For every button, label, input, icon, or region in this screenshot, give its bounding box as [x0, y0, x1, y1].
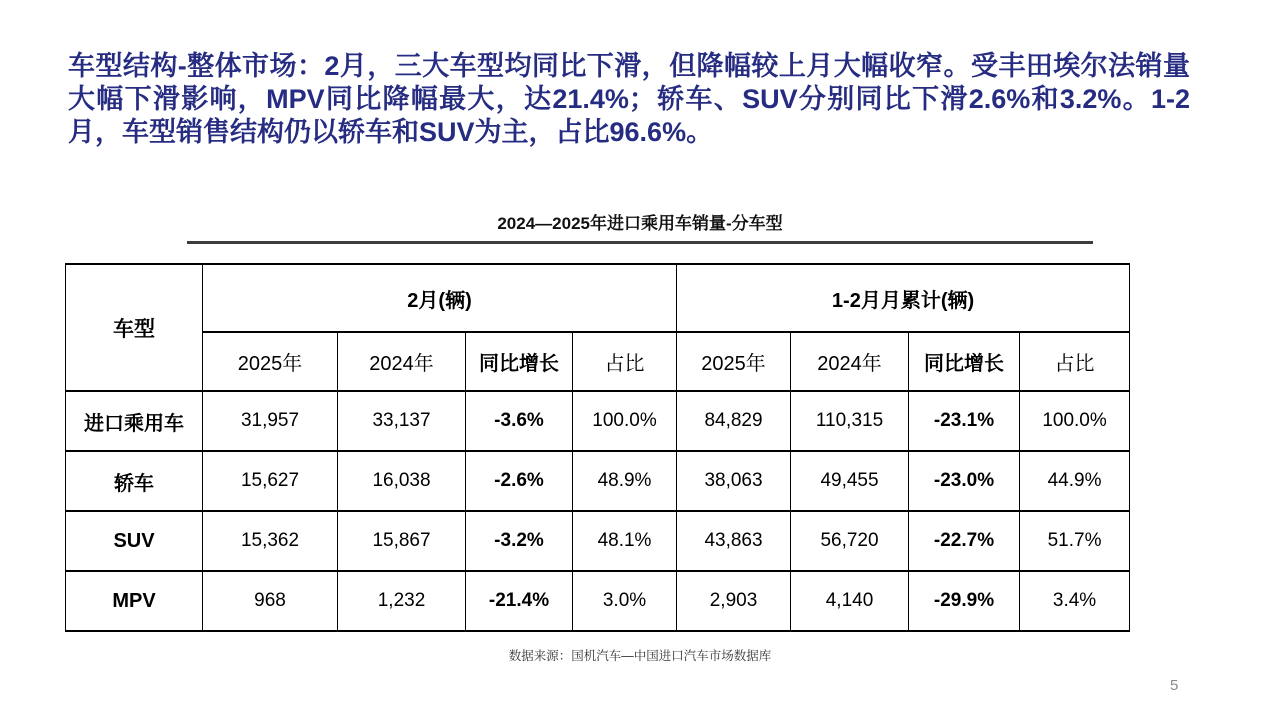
- table-row-suv: [66, 511, 1130, 571]
- header-feb-2025: 2025年: [203, 332, 338, 391]
- cell-feb-2025: 31,957: [203, 391, 338, 451]
- cell-feb-2025: 15,627: [203, 451, 338, 511]
- cell-ytd-yoy: -29.9%: [909, 571, 1020, 631]
- table-header-row-subcolumns: [66, 332, 1130, 391]
- data-source-note: 数据来源：国机汽车—中国进口汽车市场数据库: [508, 649, 772, 663]
- cell-ytd-2025: 2,903: [677, 571, 791, 631]
- cell-ytd-2024: 56,720: [791, 511, 909, 571]
- title-underline-rule: [187, 241, 1093, 244]
- cell-ytd-2025: 84,829: [677, 391, 791, 451]
- cell-feb-2025: 968: [203, 571, 338, 631]
- header-feb-2024: 2024年: [338, 332, 466, 391]
- header-ytd-share: 占比: [1020, 332, 1130, 391]
- table-row-mpv: [66, 571, 1130, 631]
- row-label: 进口乘用车: [66, 391, 203, 451]
- cell-feb-share: 100.0%: [573, 391, 677, 451]
- header-ytd-2025: 2025年: [677, 332, 791, 391]
- headline-text: 车型结构-整体市场：2月，三大车型均同比下滑，但降幅较上月大幅收窄。受丰田埃尔法销量大幅下滑影响，MPV同比降幅最大，达21.4%；轿车、SUV分别同比下滑2.6%和3.2%。1-2月，车型销售结构仍以轿车和SUV为主，占比96.6%。: [68, 51, 1190, 147]
- table-header-row-groups: [66, 264, 1130, 332]
- row-label: MPV: [66, 571, 203, 631]
- header-ytd-yoy: 同比增长: [909, 332, 1020, 391]
- table-title: 2024—2025年进口乘用车销量-分车型: [497, 214, 783, 233]
- cell-ytd-2024: 4,140: [791, 571, 909, 631]
- row-label: 轿车: [66, 451, 203, 511]
- cell-ytd-2025: 43,863: [677, 511, 791, 571]
- cell-feb-2024: 1,232: [338, 571, 466, 631]
- header-vehicle-type: 车型: [66, 264, 203, 391]
- cell-feb-yoy: -3.2%: [466, 511, 573, 571]
- header-feb-share: 占比: [573, 332, 677, 391]
- header-group-ytd: 1-2月月累计(辆): [677, 264, 1130, 332]
- table-row-total-imported: [66, 391, 1130, 451]
- sales-by-model-table: [65, 263, 1130, 632]
- cell-ytd-2024: 110,315: [791, 391, 909, 451]
- header-group-february: 2月(辆): [203, 264, 677, 332]
- cell-feb-yoy: -21.4%: [466, 571, 573, 631]
- cell-ytd-yoy: -23.0%: [909, 451, 1020, 511]
- page-number: 5: [1170, 677, 1179, 694]
- header-ytd-2024: 2024年: [791, 332, 909, 391]
- cell-ytd-yoy: -22.7%: [909, 511, 1020, 571]
- cell-feb-yoy: -2.6%: [466, 451, 573, 511]
- cell-feb-2025: 15,362: [203, 511, 338, 571]
- cell-feb-2024: 33,137: [338, 391, 466, 451]
- cell-ytd-2025: 38,063: [677, 451, 791, 511]
- cell-ytd-share: 51.7%: [1020, 511, 1130, 571]
- cell-ytd-yoy: -23.1%: [909, 391, 1020, 451]
- cell-feb-2024: 15,867: [338, 511, 466, 571]
- cell-ytd-share: 100.0%: [1020, 391, 1130, 451]
- cell-feb-share: 48.1%: [573, 511, 677, 571]
- table-row-sedan: [66, 451, 1130, 511]
- cell-feb-2024: 16,038: [338, 451, 466, 511]
- header-feb-yoy: 同比增长: [466, 332, 573, 391]
- cell-ytd-share: 3.4%: [1020, 571, 1130, 631]
- cell-feb-share: 3.0%: [573, 571, 677, 631]
- row-label: SUV: [66, 511, 203, 571]
- cell-feb-share: 48.9%: [573, 451, 677, 511]
- cell-ytd-2024: 49,455: [791, 451, 909, 511]
- cell-feb-yoy: -3.6%: [466, 391, 573, 451]
- cell-ytd-share: 44.9%: [1020, 451, 1130, 511]
